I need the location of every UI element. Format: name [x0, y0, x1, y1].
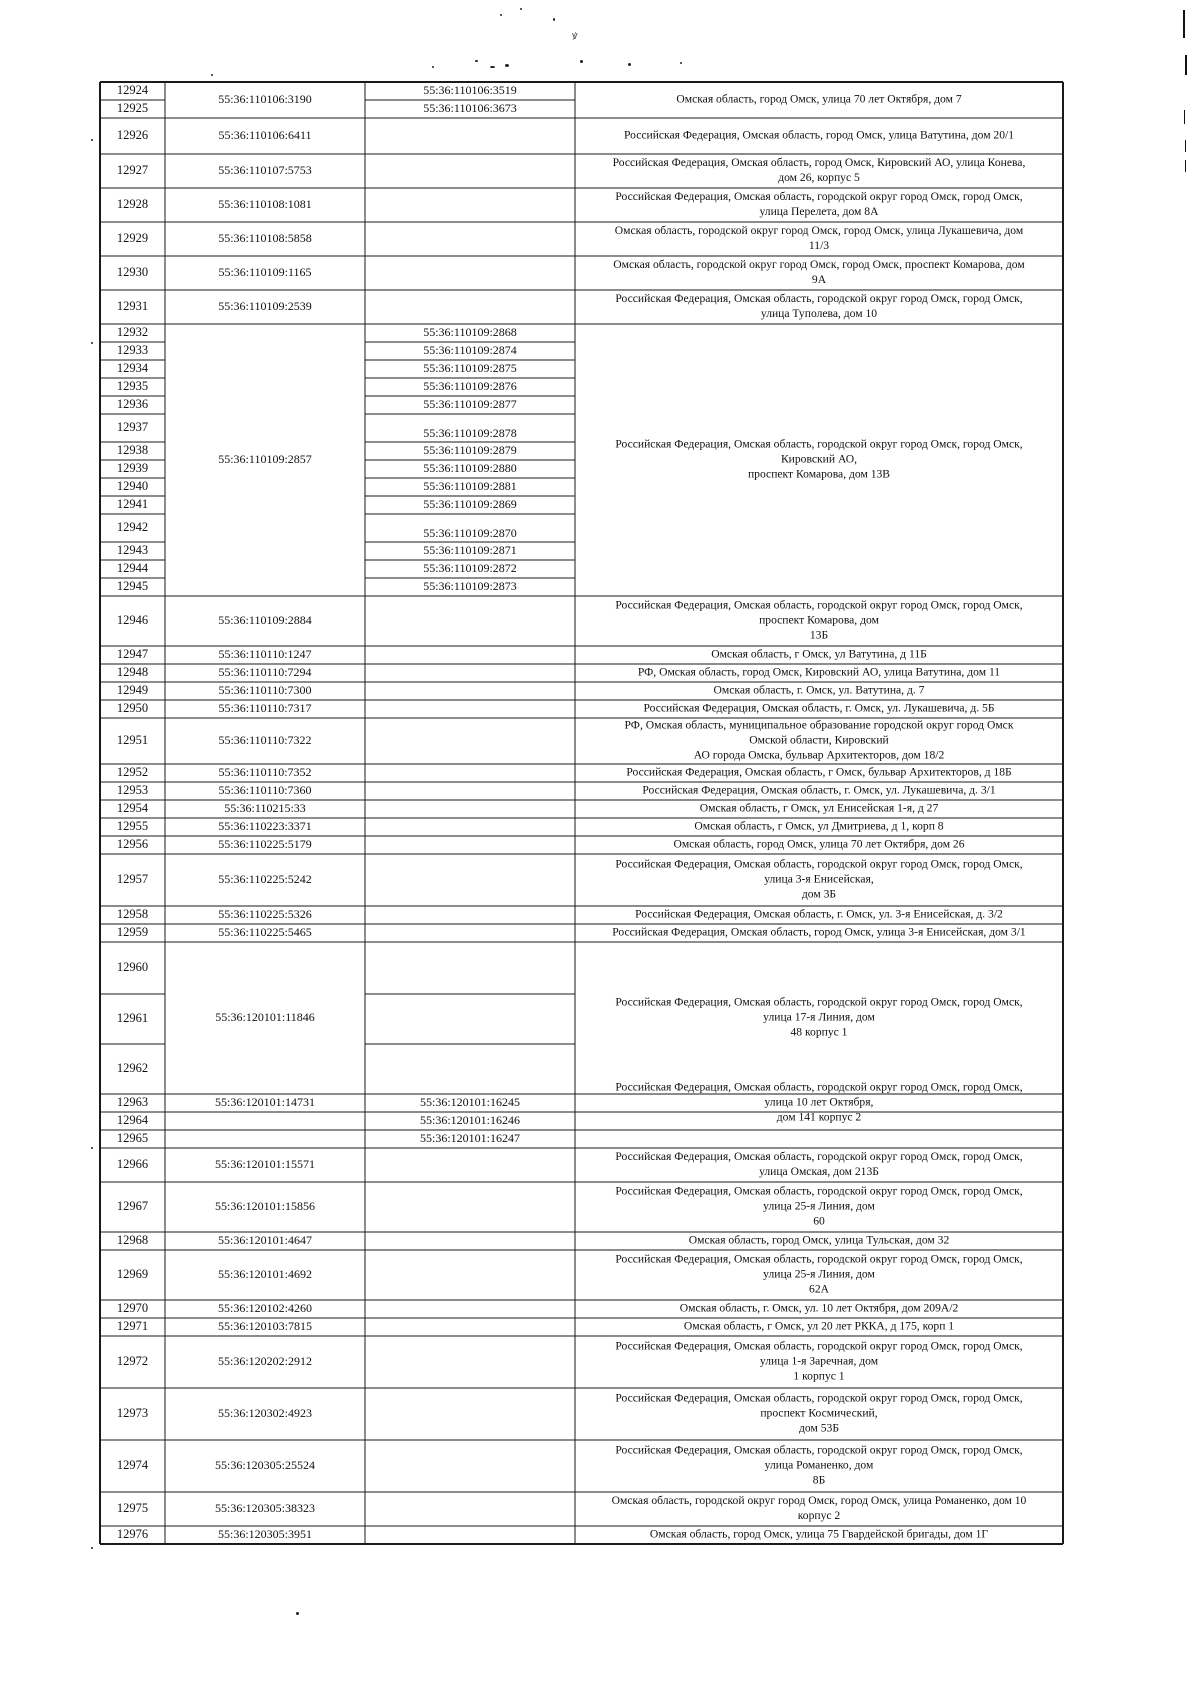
row-number: 12969: [116, 1266, 149, 1281]
address-line: Омская область, городской округ город Омск, город Омск, улица Лукашевича, дом: [614, 224, 1024, 238]
row-number: 12963: [116, 1094, 149, 1109]
row-number: 12927: [116, 162, 149, 177]
address-line: Российская Федерация, Омская область, город Омск, Кировский АО, улица Конева,: [612, 156, 1026, 170]
row-number: 12948: [116, 664, 149, 679]
row-number: 12941: [116, 496, 149, 511]
address-line: улица 25-я Линия, дом: [763, 1267, 875, 1281]
address-line: улица Перелета, дом 8А: [759, 205, 879, 219]
row-number: 12937: [116, 419, 149, 434]
row-number: 12947: [116, 646, 149, 661]
row-number: 12976: [116, 1526, 149, 1541]
sub-cadastral-number: 55:36:110109:2873: [423, 578, 517, 593]
address-line: Омская область, г Омск, ул Ватутина, д 11Б: [711, 647, 927, 661]
address-line: Российская Федерация, Омская область, город Омск, улица 3-я Енисейская, дом 3/1: [612, 925, 1026, 939]
cadastral-number: 55:36:110225:5242: [218, 871, 312, 886]
row-number: 12928: [116, 196, 149, 211]
address-line: улица 25-я Линия, дом: [763, 1199, 875, 1213]
cadastral-number: 55:36:110108:5858: [218, 230, 312, 245]
address-line: Российская Федерация, Омская область, городской округ город Омск, город Омск,: [615, 292, 1023, 306]
address-line: 48 корпус 1: [790, 1025, 848, 1039]
sub-cadastral-number: 55:36:110109:2878: [423, 425, 517, 440]
cadastral-number: 55:36:110225:5326: [218, 906, 312, 921]
row-number: 12940: [116, 478, 149, 493]
row-number: 12934: [116, 360, 149, 375]
address-line: 1 корпус 1: [793, 1369, 845, 1383]
address-line: Российская Федерация, Омская область, городской округ город Омск, город Омск,: [615, 1252, 1023, 1266]
cadastral-number: 55:36:110110:1247: [218, 646, 312, 661]
address-line: РФ, Омская область, город Омск, Кировский АО, улица Ватутина, дом 11: [637, 665, 1001, 679]
cadastral-number: 55:36:110108:1081: [218, 196, 312, 211]
row-number: 12966: [116, 1156, 149, 1171]
sub-cadastral-number: 55:36:120101:16247: [419, 1130, 521, 1145]
address-line: Российская Федерация, Омская область, городской округ город Омск, город Омск,: [615, 1339, 1023, 1353]
row-number: 12936: [116, 396, 149, 411]
sub-cadastral-number: 55:36:110109:2877: [423, 396, 517, 411]
address-line: Омская область, город Омск, улица Тульская, дом 32: [688, 1233, 950, 1247]
cadastral-number: 55:36:110109:2857: [218, 451, 312, 466]
sub-cadastral-number: 55:36:110109:2868: [423, 324, 517, 339]
cadastral-number: 55:36:110110:7300: [218, 682, 312, 697]
address-line: Российская Федерация, Омская область, городской округ город Омск, город Омск,: [615, 1150, 1023, 1164]
address-line: проспект Комарова, дом: [759, 613, 879, 627]
cadastral-number: 55:36:110110:7322: [218, 732, 312, 747]
cadastral-number: 55:36:120101:11846: [215, 1009, 315, 1024]
cadastral-number: 55:36:110106:6411: [218, 127, 312, 142]
address-line: 9А: [811, 273, 827, 287]
row-number: 12957: [116, 871, 149, 886]
address-line: Российская Федерация, Омская область, г. Омск, ул. Лукашевича, д. 5Б: [643, 701, 995, 715]
row-number: 12956: [116, 836, 149, 851]
row-number: 12929: [116, 230, 149, 245]
row-number: 12925: [116, 100, 149, 115]
row-number: 12972: [116, 1353, 149, 1368]
address-line: Омская область, г Омск, ул Дмитриева, д 1, корп 8: [694, 819, 944, 833]
row-number: 12974: [116, 1457, 149, 1472]
address-line: Кировский АО,: [780, 452, 858, 466]
address-line: дом 26, корпус 5: [778, 171, 860, 185]
cadastral-number: 55:36:120103:7815: [217, 1318, 313, 1333]
row-number: 12946: [116, 612, 149, 627]
row-number: 12953: [116, 782, 149, 797]
row-number: 12965: [116, 1130, 149, 1145]
address-line: Омская область, город Омск, улица 70 лет Октября, дом 26: [673, 837, 965, 851]
row-number: 12955: [116, 818, 149, 833]
row-number: 12944: [116, 560, 149, 575]
address-line: Омская область, городской округ город Омск, город Омск, улица Романенко, дом 10: [611, 1494, 1027, 1508]
cadastral-number: 55:36:110110:7317: [218, 700, 312, 715]
sub-cadastral-number: 55:36:110109:2875: [423, 360, 517, 375]
address-line: проспект Космический,: [760, 1406, 878, 1420]
address-line: Российская Федерация, Омская область, г Омск, бульвар Архитекторов, д 18Б: [626, 765, 1012, 779]
address-line: 8Б: [812, 1473, 826, 1487]
address-line: 13Б: [809, 628, 829, 642]
row-number: 12932: [116, 324, 149, 339]
cadastral-number: 55:36:120101:4647: [217, 1232, 313, 1247]
cadastral-number: 55:36:120305:38323: [214, 1500, 316, 1515]
sub-cadastral-number: 55:36:110106:3673: [423, 100, 517, 115]
address-line: Омская область, г. Омск, ул. Ватутина, д. 7: [713, 683, 925, 697]
row-number: 12970: [116, 1300, 149, 1315]
address-line: РФ, Омская область, муниципальное образование городской округ город Омск: [624, 718, 1014, 732]
sub-cadastral-number: 55:36:120101:16245: [419, 1094, 521, 1109]
address-line: дом 3Б: [801, 887, 837, 901]
row-number: 12964: [116, 1112, 149, 1127]
cadastral-number: 55:36:110106:3190: [218, 91, 312, 106]
sub-cadastral-number: 55:36:110109:2872: [423, 560, 517, 575]
cadastral-number: 55:36:120102:4260: [217, 1300, 313, 1315]
address-line: 60: [813, 1214, 825, 1228]
row-number: 12967: [116, 1198, 149, 1213]
address-line: Российская Федерация, Омская область, г. Омск, ул. Лукашевича, д. 3/1: [642, 783, 996, 797]
row-number: 12942: [116, 519, 149, 534]
address-line: Российская Федерация, Омская область, г. Омск, ул. 3-я Енисейская, д. 3/2: [635, 907, 1003, 921]
cadastral-number: 55:36:110109:1165: [218, 264, 312, 279]
address-line: Российская Федерация, Омская область, городской округ город Омск, город Омск,: [615, 437, 1023, 451]
address-line: 62А: [809, 1282, 829, 1296]
row-number: 12931: [116, 298, 149, 313]
scan-stamp-mark: ꝟ: [572, 29, 579, 42]
sub-cadastral-number: 55:36:110109:2870: [423, 525, 517, 540]
row-number: 12949: [116, 682, 149, 697]
row-number: 12973: [116, 1405, 149, 1420]
cadastral-number: 55:36:110110:7294: [218, 664, 312, 679]
row-number: 12930: [116, 264, 149, 279]
cadastral-number: 55:36:110225:5465: [218, 924, 312, 939]
address-line: улица 10 лет Октября,: [764, 1095, 874, 1109]
row-number: 12971: [116, 1318, 149, 1333]
row-number: 12945: [116, 578, 149, 593]
row-number: 12954: [116, 800, 149, 815]
address-line: Российская Федерация, Омская область, городской округ город Омск, город Омск,: [615, 995, 1023, 1009]
cadastral-number: 55:36:120305:25524: [214, 1457, 316, 1472]
row-number: 12933: [116, 342, 149, 357]
address-line: Российская Федерация, Омская область, городской округ город Омск, город Омск,: [615, 1443, 1023, 1457]
address-line: Российская Федерация, Омская область, городской округ город Омск, город Омск,: [615, 1184, 1023, 1198]
row-number: 12958: [116, 906, 149, 921]
sub-cadastral-number: 55:36:110109:2881: [423, 478, 517, 493]
address-line: 11/3: [808, 239, 830, 253]
address-line: АО города Омска, бульвар Архитекторов, дом 18/2: [693, 748, 945, 762]
address-line: Омская область, г. Омск, ул. 10 лет Октября, дом 209А/2: [679, 1301, 959, 1315]
cadastral-number: 55:36:120305:3951: [217, 1526, 313, 1541]
row-number: 12962: [116, 1060, 149, 1075]
cadastral-number: 55:36:110110:7360: [218, 782, 312, 797]
row-number: 12950: [116, 700, 149, 715]
row-number: 12939: [116, 460, 149, 475]
row-number: 12926: [116, 127, 149, 142]
address-line: улица Омская, дом 213Б: [759, 1165, 879, 1179]
address-line: корпус 2: [797, 1509, 841, 1523]
row-number: 12960: [116, 959, 149, 974]
address-line: Омской области, Кировский: [749, 733, 889, 747]
address-line: дом 53Б: [799, 1421, 839, 1435]
cadastral-number: 55:36:110225:5179: [218, 836, 312, 851]
cadastral-number: 55:36:120101:15571: [214, 1156, 316, 1171]
row-number: 12959: [116, 924, 149, 939]
sub-cadastral-number: 55:36:110109:2876: [423, 378, 517, 393]
cadastral-number: 55:36:110223:3371: [218, 818, 312, 833]
sub-cadastral-number: 55:36:110109:2874: [423, 342, 517, 357]
row-number: 12938: [116, 442, 149, 457]
address-line: Омская область, г Омск, ул Енисейская 1-я, д 27: [699, 801, 939, 815]
address-line: Омская область, город Омск, улица 75 Гвардейской бригады, дом 1Г: [649, 1527, 989, 1541]
address-line: Омская область, город Омск, улица 70 лет Октября, дом 7: [676, 92, 962, 106]
address-line: Российская Федерация, Омская область, городской округ город Омск, город Омск,: [615, 1080, 1023, 1094]
address-line: улица 17-я Линия, дом: [763, 1010, 875, 1024]
address-line: Российская Федерация, Омская область, город Омск, улица Ватутина, дом 20/1: [623, 128, 1015, 142]
row-number: 12961: [116, 1010, 149, 1025]
address-line: проспект Комарова, дом 13В: [747, 467, 891, 481]
table-cells: [117, 83, 1027, 1541]
row-number: 12968: [116, 1232, 149, 1247]
sub-cadastral-number: 55:36:110109:2879: [423, 442, 517, 457]
cadastral-number: 55:36:110109:2884: [218, 612, 312, 627]
cadastral-number: 55:36:110107:5753: [218, 162, 312, 177]
row-number: 12924: [116, 82, 149, 97]
sub-cadastral-number: 55:36:110106:3519: [423, 82, 517, 97]
address-line: улица 3-я Енисейская,: [764, 872, 874, 886]
address-line: Российская Федерация, Омская область, городской округ город Омск, город Омск,: [615, 857, 1023, 871]
cadastral-number: 55:36:120101:14731: [214, 1094, 316, 1109]
address-line: Омская область, городской округ город Омск, город Омск, проспект Комарова, дом: [613, 258, 1025, 272]
address-line: дом 141 корпус 2: [776, 1110, 862, 1124]
cadastral-number: 55:36:120202:2912: [217, 1353, 313, 1368]
sub-cadastral-number: 55:36:110109:2871: [423, 542, 517, 557]
cadastral-number: 55:36:110109:2539: [218, 298, 312, 313]
row-number: 12935: [116, 378, 149, 393]
cadastral-number: 55:36:110110:7352: [218, 764, 312, 779]
cadastral-number: 55:36:120101:15856: [214, 1198, 316, 1213]
address-line: улица 1-я Заречная, дом: [759, 1354, 879, 1368]
row-number: 12951: [116, 732, 149, 747]
row-number: 12952: [116, 764, 149, 779]
address-line: Российская Федерация, Омская область, городской округ город Омск, город Омск,: [615, 598, 1023, 612]
address-line: улица Романенко, дом: [764, 1458, 874, 1472]
cadastral-number: 55:36:120302:4923: [217, 1405, 313, 1420]
address-line: улица Туполева, дом 10: [760, 307, 878, 321]
cadastral-number: 55:36:110215:33: [224, 800, 306, 815]
address-line: Российская Федерация, Омская область, городской округ город Омск, город Омск,: [615, 1391, 1023, 1405]
sub-cadastral-number: 55:36:110109:2880: [423, 460, 517, 475]
address-line: Российская Федерация, Омская область, городской округ город Омск, город Омск,: [615, 190, 1023, 204]
sub-cadastral-number: 55:36:110109:2869: [423, 496, 517, 511]
row-number: 12943: [116, 542, 149, 557]
row-number: 12975: [116, 1500, 149, 1515]
address-line: Омская область, г Омск, ул 20 лет РККА, д 175, корп 1: [683, 1319, 955, 1333]
cadastral-number: 55:36:120101:4692: [217, 1266, 313, 1281]
sub-cadastral-number: 55:36:120101:16246: [419, 1112, 521, 1127]
